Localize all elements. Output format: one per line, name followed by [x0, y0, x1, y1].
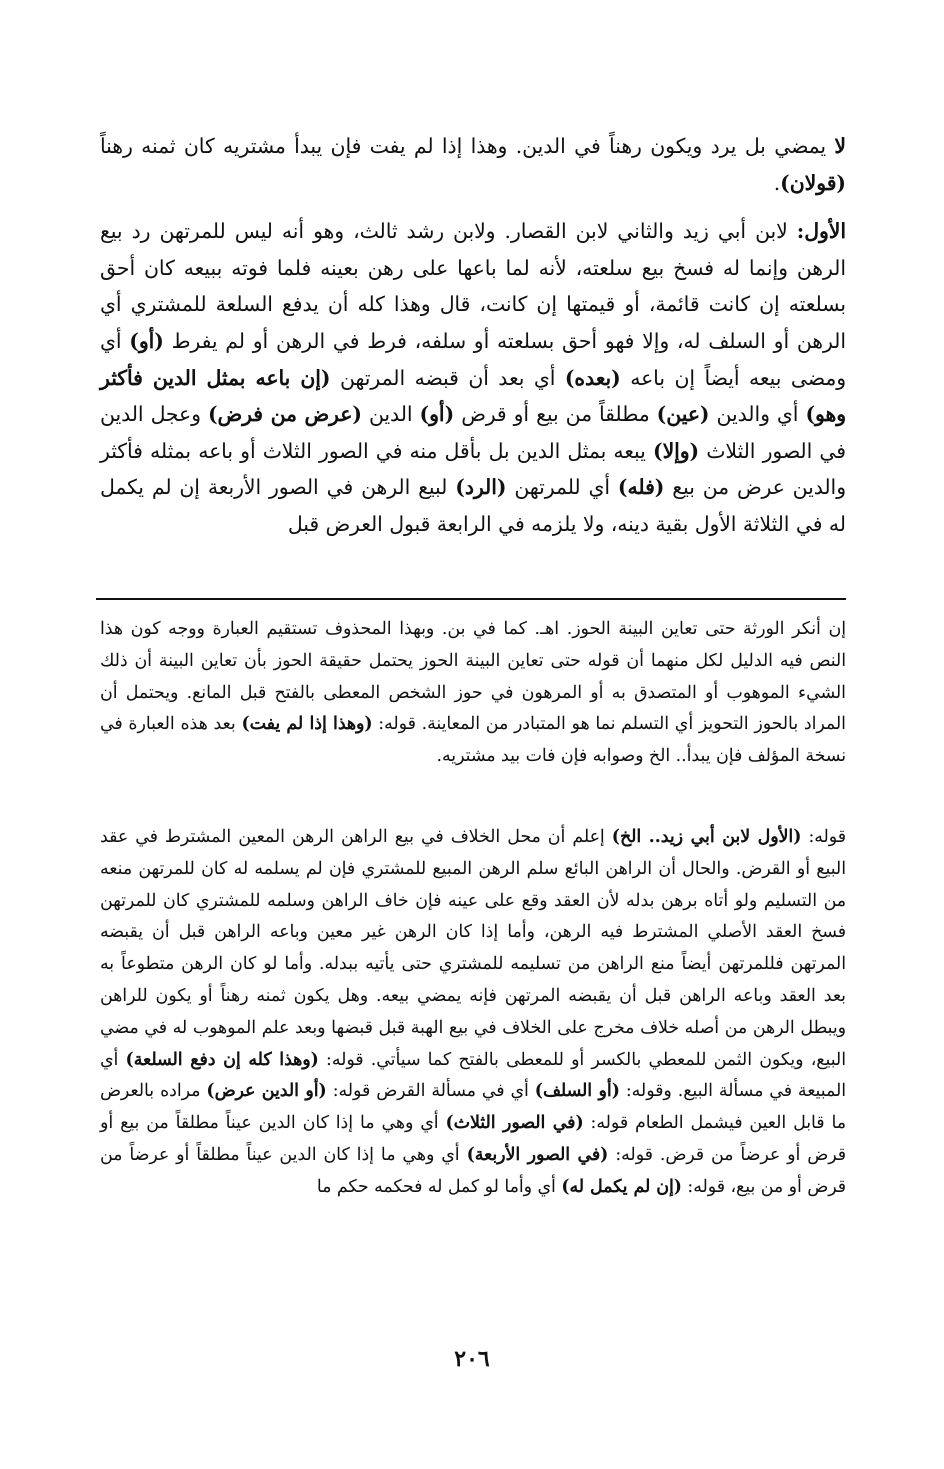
bold-term: لا: [834, 134, 846, 158]
footnote-paragraph: قوله: (الأول لابن أبي زيد.. الخ) إعلم أن محل الخلاف في بيع الراهن الرهن المعين المشترط في عقد البيع أو القرض. والحال أن الراهن البائع سلم الرهن المبيع للمشتري فإن لم يسلمه له كان للمرتهن منعه من التسليم ولو أتاه برهن بدله لأن العقد وقع على عينه فإن خاف الراهن وسلمه للمشتري كان للمرتهن فسخ العقد الأصلي المشترط فيه الرهن، وأما إذا كان الرهن غير معين وباعه الراهن قبل أن يقبضه المرتهن فللمرتهن أيضاً منع الراهن من تسليمه للمشتري حتى يأتيه ببدله. وأما لو كان الرهن متطوعاً به بعد العقد وباعه الراهن قبل أن يقبضه المرتهن فإنه يمضي بيعه. وهل يكون ثمنه رهناً أو يكون للراهن ويبطل الرهن من أصله خلاف مخرج على الخلاف في بيع الهبة قبل قبضها وبعد علم الموهوب له في مضي البيع، ويكون الثمن للمعطي بالكسر أو للمعطى بالفتح كما سيأتي. قوله: (وهذا كله إن دفع السلعة) أي المبيعة في مسألة البيع. وقوله: (أو السلف) أي في مسألة القرض قوله: (أو الدين عرض) مراده بالعرض ما قابل العين فيشمل الطعام قوله: (في الصور الثلاث) أي وهي ما إذا كان الدين عيناً مطلقاً من بيع أو قرض أو عرضاً من قرض. قوله: (في الصور الأربعة) أي وهي ما إذا كان الدين عيناً مطلقاً أو عرضاً من قرض أو من بيع، قوله: (إن لم يكمل له) أي وأما لو كمل له فحكمه حكم ما: [100, 827, 847, 1197]
footnote-1: [100, 614, 846, 773]
bold-term: (الأول لابن أبي زيد.. الخ): [611, 827, 802, 847]
bold-term: (وهذا إذا لم يفت): [241, 714, 373, 735]
bold-term: (بعده): [564, 365, 621, 390]
bold-term: (وهذا كله إن دفع السلعة): [125, 1049, 319, 1070]
bold-term: (قولان): [780, 170, 846, 195]
footnote-divider: [96, 598, 846, 600]
footnote-paragraph: إن أنكر الورثة حتى تعاين البينة الحوز. اهـ. كما في بن. وبهذا المحذوف تستقيم العبارة ووجه كون هذا النص فيه الدليل لكل منهما أن قوله حتى تعاين البينة الحوز يحتمل حقيقة الحوز بأن تعاين البينة أن ذلك الشيء الموهوب أو المتصدق به أو المرهون في حوز الشخص المعطى بالفتح قبل المانع. ويحتمل أن المراد بالحوز التحويز أي التسلم نما هو المتبادر من المعاينة. قوله: (وهذا إذا لم يفت) بعد هذه العبارة في نسخة المؤلف فإن يبدأ.. الخ وصوابه فإن فات بيد مشتريه.: [100, 619, 846, 767]
bold-term: (إن باعه بمثل الدين فأكثر وهو): [100, 365, 847, 427]
bold-term: (في الصور الثلاث): [445, 1113, 584, 1134]
bold-term: (أو السلف): [534, 1081, 620, 1102]
page-number: ٢٠٦: [454, 1346, 490, 1372]
bold-term: (عرض من فرض): [207, 402, 362, 427]
bold-term: (أو): [129, 328, 164, 353]
main-text: [100, 128, 846, 543]
main-paragraph-2: الأول: لابن أبي زيد والثاني لابن القصار. ولابن رشد ثالث، وهو أنه ليس للمرتهن رد بيع الرهن وإنما له فسخ بيع سلعته، لأنه لما باعها على رهن بعينه فلما فوته ببيعه كان أحق بسلعته إن كانت قائمة، أو قيمتها إن كانت، قال وهذا كله أن يدفع السلعة للمشتري أي الرهن أو السلف له، وإلا فهو أحق بسلعته أو سلفه، فرط في الرهن أو لم يفرط (أو) أي ومضى بيعه أيضاً إن باعه (بعده) أي بعد أن قبضه المرتهن (إن باعه بمثل الدين فأكثر وهو) أي والدين (عين) مطلقاً من بيع أو قرض (أو) الدين (عرض من فرض) وعجل الدين في الصور الثلاث (وإلا) يبعه بمثل الدين بل بأقل منه في الصور الثلاث أو باعه بمثله فأكثر والدين عرض من بيع (فله) أي للمرتهن (الرد) لبيع الرهن في الصور الأربعة إن لم يكمل له في الثلاثة الأول بقية دينه، ولا يلزمه في الرابعة قبول العرض قبل: [100, 219, 847, 536]
bold-term: (الرد): [455, 475, 507, 500]
main-paragraph-1: لا يمضي بل يرد ويكون رهناً في الدين. وهذا إذا لم يفت فإن يبدأ مشتريه كان ثمنه رهناً (قولان).: [100, 134, 846, 195]
bold-term: (فله): [617, 475, 665, 500]
footnote-2: [100, 822, 846, 1204]
bold-term: (أو): [419, 402, 455, 427]
bold-term: الأول:: [796, 219, 846, 244]
bold-term: (عين): [656, 402, 710, 427]
bold-term: (في الصور الأربعة): [466, 1144, 609, 1165]
bold-term: (إن لم يكمل له): [561, 1176, 682, 1197]
bold-term: (وإلا): [652, 438, 700, 463]
bold-term: (أو الدين عرض): [206, 1081, 327, 1102]
